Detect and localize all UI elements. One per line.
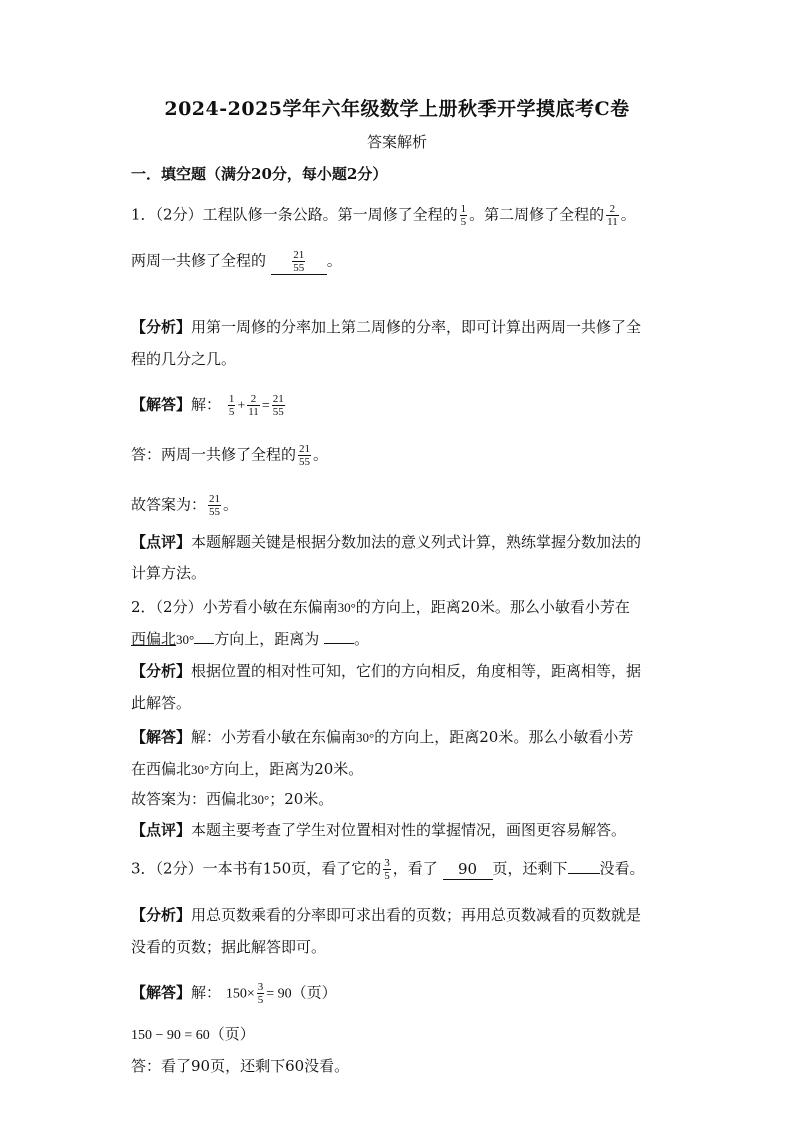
q1-answer: 答：两周一共修了全程的 $\frac{21}{55}$ 。 — [131, 443, 329, 468]
fraction: $\frac{2}{11}$ — [607, 203, 618, 228]
answer-blank — [324, 643, 354, 644]
q2-comment: 【点评】本题主要考查了学生对位置相对性的掌握情况，画图更容易解答。 — [131, 821, 627, 839]
fraction: $\frac{21}{55}$ — [299, 443, 311, 468]
q2-solution: 【解答】解：小芳看小敏在东偏南30°的方向上，距离20米。那么小敏看小芳 — [131, 728, 634, 746]
q3-solution: 【解答】解： 150× $\frac{3}{5}$ = 90（页） — [131, 981, 337, 1006]
fraction: $\frac{1}{5}$ — [460, 203, 467, 228]
q2-analysis-line2: 此解答。 — [131, 694, 192, 712]
q3-solution-line2: 150 − 90 = 60（页） — [131, 1025, 255, 1043]
q1-analysis: 【分析】用第一周修的分率加上第二周修的分率，即可计算出两周一共修了全 — [131, 318, 642, 336]
q1-final: 故答案为： $\frac{21}{55}$ 。 — [131, 493, 239, 518]
page-subtitle: 答案解析 — [366, 133, 427, 151]
answer-blank: 90 — [443, 859, 493, 880]
fraction: $\frac{2}{11}$ — [248, 393, 259, 418]
answer-blank: 西偏北 — [131, 630, 177, 648]
q2-stem: 2．（2分）小芳看小敏在东偏南30°的方向上，距离20米。那么小敏看小芳在 — [131, 598, 630, 616]
section-heading: 一．填空题（满分20分，每小题2分） — [131, 165, 388, 183]
q3-analysis-line2: 没看的页数；据此解答即可。 — [131, 938, 327, 956]
page-title: 2024-2025学年六年级数学上册秋季开学摸底考C卷 — [164, 98, 630, 120]
q1-stem-line2: 两周一共修了全程的 $\frac{21}{55}$ 。 — [131, 249, 342, 274]
answer-blank — [271, 249, 327, 275]
q3-analysis: 【分析】用总页数乘看的分率即可求出看的页数；再用总页数减看的页数就是 — [131, 906, 642, 924]
fraction: $\frac{21}{55}$ — [293, 249, 305, 274]
q1-solution: 【解答】解： $\frac{1}{5}$ + $\frac{2}{11}$ = $\frac{21}{55}$ — [131, 393, 284, 418]
fraction: $\frac{3}{5}$ — [384, 857, 390, 882]
q2-stem-line2: 西偏北30° 方向上，距离为 。 — [131, 630, 370, 648]
answer-blank — [194, 643, 214, 644]
q3-stem: 3．（2分）一本书有150页，看了它的 $\frac{3}{5}$ ，看了 90 页，还剩下 没看。 — [131, 857, 645, 882]
q2-solution-line2: 在西偏北30°方向上，距离为20米。 — [131, 760, 364, 778]
q1-comment: 【点评】本题解题关键是根据分数加法的意义列式计算，熟练掌握分数加法的 — [131, 533, 642, 551]
q1-stem: 1．（2分）工程队修一条公路。第一周修了全程的 $\frac{1}{5}$ 。第二周修了全程的 $\frac{2}{11}$ 。 — [131, 203, 636, 228]
fraction: $\frac{21}{55}$ — [209, 493, 221, 518]
fraction: $\frac{1}{5}$ — [228, 393, 235, 418]
fraction: $\frac{3}{5}$ — [257, 981, 264, 1006]
q1-analysis-line2: 程的几分之几。 — [131, 350, 237, 368]
answer-blank — [568, 873, 600, 874]
q2-analysis: 【分析】根据位置的相对性可知，它们的方向相反，角度相等，距离相等，据 — [131, 662, 642, 680]
q1-comment-line2: 计算方法。 — [131, 564, 207, 582]
q3-answer: 答：看了90页，还剩下60没看。 — [131, 1057, 350, 1075]
fraction: $\frac{21}{55}$ — [272, 393, 284, 418]
q2-final: 故答案为：西偏北30°；20米。 — [131, 790, 334, 808]
